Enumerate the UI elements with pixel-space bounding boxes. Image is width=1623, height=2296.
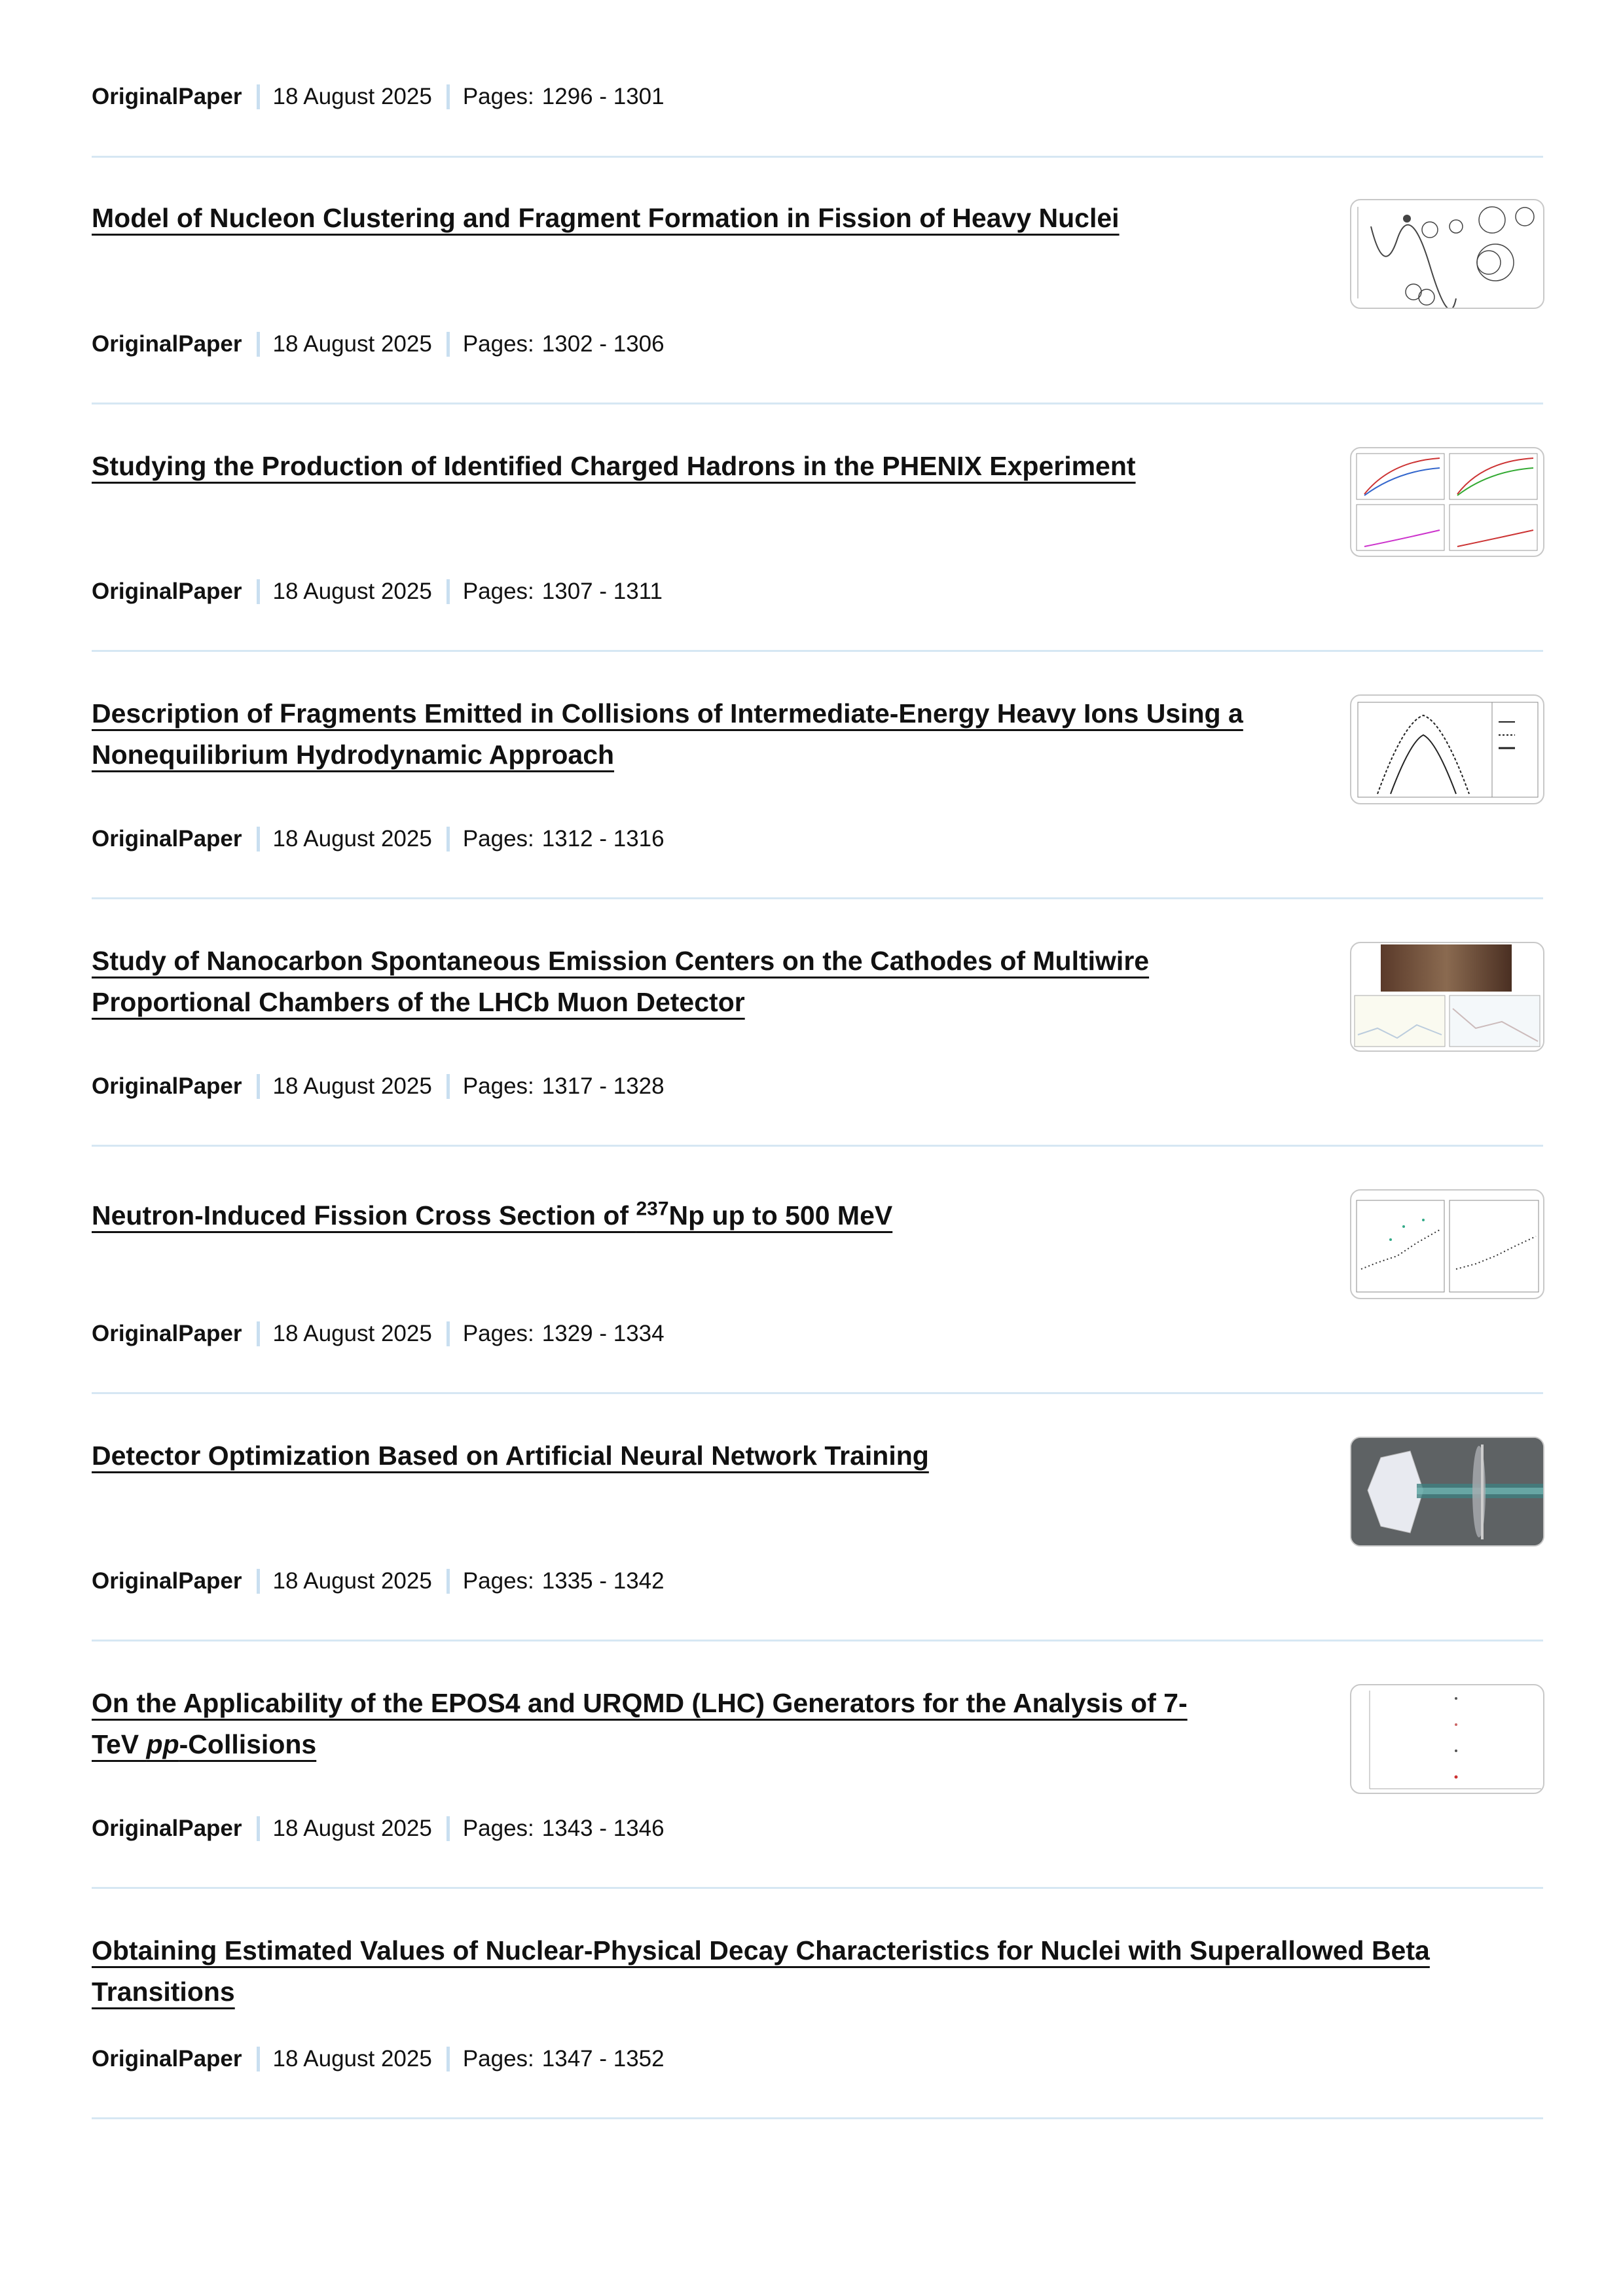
cross-section-plots-icon	[1351, 1191, 1543, 1298]
article-title-link[interactable]: Detector Optimization Based on Artificial Neural Network Training	[92, 1441, 929, 1471]
meta-separator	[257, 1074, 260, 1099]
article-meta	[92, 82, 665, 111]
divider	[92, 1145, 1543, 1147]
publish-date: 18 August 2025	[272, 826, 432, 852]
article-title	[92, 693, 1303, 776]
pages-label: Pages:	[462, 579, 534, 604]
meta-separator	[447, 332, 450, 357]
article-thumbnail[interactable]	[1350, 447, 1544, 557]
page-range: 1343 - 1346	[541, 1816, 665, 1841]
pages-label: Pages:	[462, 1321, 534, 1346]
meta-separator	[447, 1569, 450, 1594]
meta-separator	[447, 579, 450, 604]
divider	[92, 1887, 1543, 1889]
pages-label: Pages:	[462, 84, 534, 109]
page-range: 1335 - 1342	[541, 1568, 665, 1594]
pages-label: Pages:	[462, 826, 534, 852]
article-thumbnail[interactable]	[1350, 1437, 1544, 1547]
article-title	[92, 1683, 1303, 1765]
meta-separator	[447, 1816, 450, 1841]
article-thumbnail[interactable]	[1350, 199, 1544, 309]
article-thumbnail[interactable]	[1350, 1684, 1544, 1794]
page-range: 1307 - 1311	[541, 579, 663, 604]
pages-label: Pages:	[462, 1568, 534, 1594]
publish-date: 18 August 2025	[272, 1321, 432, 1346]
meta-separator	[257, 1816, 260, 1841]
page-range: 1312 - 1316	[541, 826, 665, 852]
page-range: 1296 - 1301	[541, 84, 665, 109]
content-type: OriginalPaper	[92, 826, 242, 852]
article-meta	[92, 330, 665, 359]
article-title-link[interactable]: Studying the Production of Identified Charged Hadrons in the PHENIX Experiment	[92, 451, 1136, 481]
content-type: OriginalPaper	[92, 1321, 242, 1346]
content-type: OriginalPaper	[92, 84, 242, 109]
article-title	[92, 941, 1303, 1023]
divider	[92, 650, 1543, 652]
publish-date: 18 August 2025	[272, 331, 432, 357]
meta-separator	[257, 1321, 260, 1346]
meta-separator	[257, 2047, 260, 2072]
article-title-link[interactable]: Study of Nanocarbon Spontaneous Emission Centers on the Cathodes of Multiwire Proportional Chambers of the LHCb Muon Detector	[92, 946, 1150, 1017]
article-title	[92, 446, 1303, 487]
publish-date: 18 August 2025	[272, 579, 432, 604]
meta-separator	[447, 1321, 450, 1346]
pages-label: Pages:	[462, 1073, 534, 1099]
meta-separator	[257, 827, 260, 852]
article-meta	[92, 1814, 665, 1843]
publish-date: 18 August 2025	[272, 1073, 432, 1099]
article-title	[92, 1435, 1303, 1477]
article-thumbnail[interactable]	[1350, 1189, 1544, 1299]
page-range: 1317 - 1328	[541, 1073, 665, 1099]
pages-label: Pages:	[462, 331, 534, 357]
article-meta	[92, 577, 663, 606]
spectra-plot-grid-icon	[1351, 448, 1543, 556]
detector-3d-render-icon	[1351, 1438, 1543, 1545]
article-meta	[92, 1567, 665, 1596]
nucleus-clustering-diagram-icon	[1351, 200, 1543, 308]
meta-separator	[257, 579, 260, 604]
article-title-link[interactable]: Description of Fragments Emitted in Collisions of Intermediate-Energy Heavy Ions Using a Nonequilibrium Hydrodynamic Approach	[92, 698, 1243, 770]
divider	[92, 156, 1543, 158]
divider	[92, 1392, 1543, 1394]
content-type: OriginalPaper	[92, 1816, 242, 1841]
content-type: OriginalPaper	[92, 1073, 242, 1099]
cathode-photo-and-plots-icon	[1351, 943, 1543, 1050]
divider	[92, 1640, 1543, 1641]
meta-separator	[257, 84, 260, 109]
article-list	[92, 0, 1543, 2296]
divider	[92, 897, 1543, 899]
publish-date: 18 August 2025	[272, 2046, 432, 2072]
article-thumbnail[interactable]	[1350, 942, 1544, 1052]
divider	[92, 2117, 1543, 2119]
article-title-link[interactable]: Model of Nucleon Clustering and Fragment Formation in Fission of Heavy Nuclei	[92, 203, 1120, 233]
article-meta	[92, 1072, 665, 1101]
article-title-link[interactable]: Obtaining Estimated Values of Nuclear-Physical Decay Characteristics for Nuclei with Superallowed Beta Transitions	[92, 1935, 1430, 2007]
sparse-scatter-plot-icon	[1351, 1685, 1543, 1793]
article-title	[92, 1188, 1303, 1236]
meta-separator	[447, 827, 450, 852]
pages-label: Pages:	[462, 2046, 534, 2072]
article-meta	[92, 2045, 665, 2073]
page-range: 1302 - 1306	[541, 331, 665, 357]
page-range: 1329 - 1334	[541, 1321, 665, 1346]
divider	[92, 403, 1543, 404]
article-title	[92, 198, 1303, 239]
fragment-distribution-plot-icon	[1351, 696, 1543, 803]
article-title-link[interactable]: On the Applicability of the EPOS4 and URQMD (LHC) Generators for the Analysis of 7- TeV pp-Collisions	[92, 1688, 1188, 1759]
content-type: OriginalPaper	[92, 331, 242, 357]
meta-separator	[447, 84, 450, 109]
publish-date: 18 August 2025	[272, 1568, 432, 1594]
content-type: OriginalPaper	[92, 1568, 242, 1594]
meta-separator	[257, 332, 260, 357]
pages-label: Pages:	[462, 1816, 534, 1841]
publish-date: 18 August 2025	[272, 84, 432, 109]
content-type: OriginalPaper	[92, 579, 242, 604]
article-title	[92, 1930, 1543, 2013]
publish-date: 18 August 2025	[272, 1816, 432, 1841]
page-range: 1347 - 1352	[541, 2046, 665, 2072]
meta-separator	[447, 2047, 450, 2072]
content-type: OriginalPaper	[92, 2046, 242, 2072]
article-thumbnail[interactable]	[1350, 694, 1544, 804]
article-title-link[interactable]: Neutron-Induced Fission Cross Section of $^{237}$Np up to 500 MeV	[92, 1198, 893, 1230]
article-meta	[92, 825, 665, 853]
article-meta	[92, 1319, 665, 1348]
meta-separator	[257, 1569, 260, 1594]
meta-separator	[447, 1074, 450, 1099]
